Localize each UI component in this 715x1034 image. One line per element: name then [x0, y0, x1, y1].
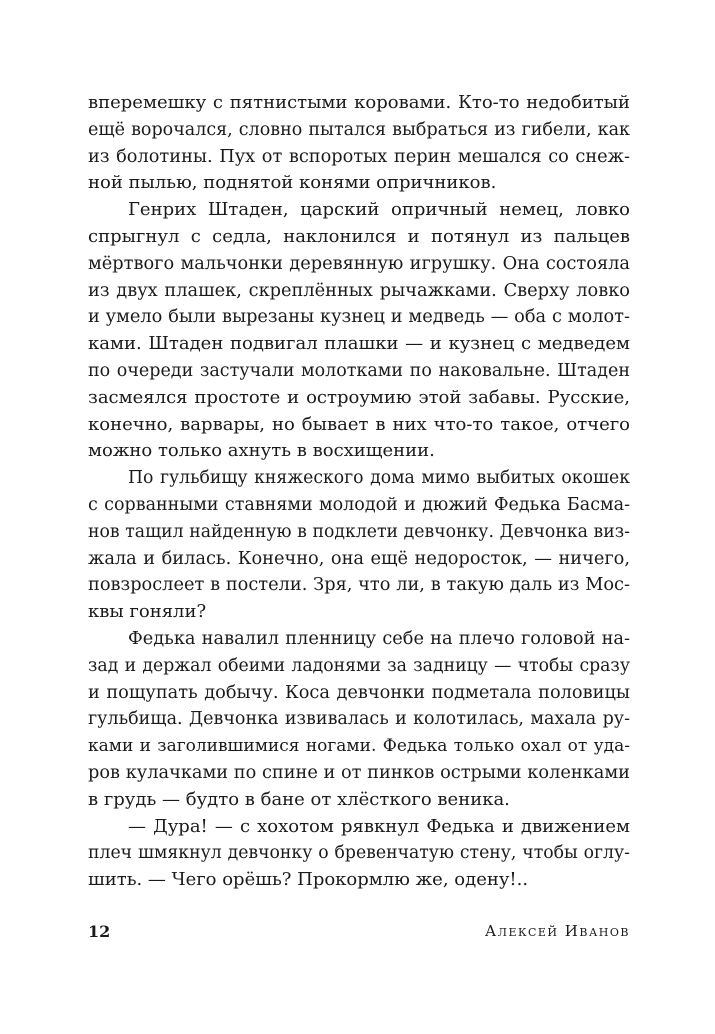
text-line: — Дура! — с хохотом рявкнул Федька и движением [128, 815, 630, 837]
text-line: можно только ахнуть в восхищении. [88, 440, 435, 462]
text-line: с сорванными ставнями молодой и дюжий Федька Басма- [88, 494, 630, 515]
text-line: повзрослеет в постели. Зря, что ли, в такую даль из Мос- [88, 575, 630, 596]
text-line: По гульбищу княжеского дома мимо выбитых окошек [128, 468, 630, 489]
text-line: гульбища. Девчонка извивалась и колотилась, махала ру- [88, 709, 630, 730]
text-line: плеч шмякнул девчонку о бревенчатую стену, чтобы оглу- [88, 843, 630, 864]
running-head-author: Алексей Иванов [484, 922, 630, 940]
text-line: ками и заголившимися ногами. Федька только охал от уда- [88, 736, 630, 757]
text-line: мёртвого мальчонки деревянную игрушку. Она состояла [88, 253, 630, 274]
page-footer [88, 922, 630, 946]
text-line: вперемешку с пятнистыми коровами. Кто-то недобитый [88, 92, 630, 113]
text-line: по очереди застучали молотками по наковальне. Штаден [88, 360, 630, 381]
text-line: ной пылью, поднятой конями опричников. [88, 172, 497, 194]
text-line: и умело были вырезаны кузнец и медведь — оба с молот- [88, 307, 630, 328]
text-line: нов тащил найденную в подклети девчонку. Девчонка виз- [88, 521, 630, 542]
text-line: квы гоняли? [88, 601, 207, 623]
text-line: из двух плашек, скреплённых рычажками. Сверху ловко [88, 280, 630, 301]
page-number: 12 [88, 922, 111, 941]
text-line: спрыгнул с седла, наклонился и потянул из пальцев [88, 225, 630, 247]
text-line: засмеялся простоте и остроумию этой забавы. Русские, [88, 386, 630, 408]
text-line: Генрих Штаден, царский опричный немец, ловко [128, 199, 630, 221]
text-line: ещё ворочался, словно пытался выбраться из гибели, как [88, 119, 630, 140]
text-line: зад и держал обеими ладонями за задницу — чтобы сразу [88, 655, 630, 676]
text-line: и пощупать добычу. Коса девчонки подметала половицы [88, 682, 630, 703]
text-line: конечно, варвары, но бывает в них что-то такое, отчего [88, 413, 630, 435]
text-line: ров кулачками по спине и от пинков острыми коленками [88, 762, 630, 783]
text-line: в грудь — будто в бане от хлёсткого веника. [88, 788, 510, 810]
text-line: Федька навалил пленницу себе на плечо головой на- [128, 628, 630, 649]
text-line: ками. Штаден подвигал плашки — и кузнец с медведем [88, 333, 630, 355]
body-text [88, 90, 630, 894]
text-line: жала и билась. Конечно, она ещё недоросток, — ничего, [88, 548, 630, 569]
text-line: из болотины. Пух от вспоротых перин мешался со снеж- [88, 146, 630, 167]
text-line: шить. — Чего орёшь? Прокормлю же, одену!.. [88, 869, 529, 891]
